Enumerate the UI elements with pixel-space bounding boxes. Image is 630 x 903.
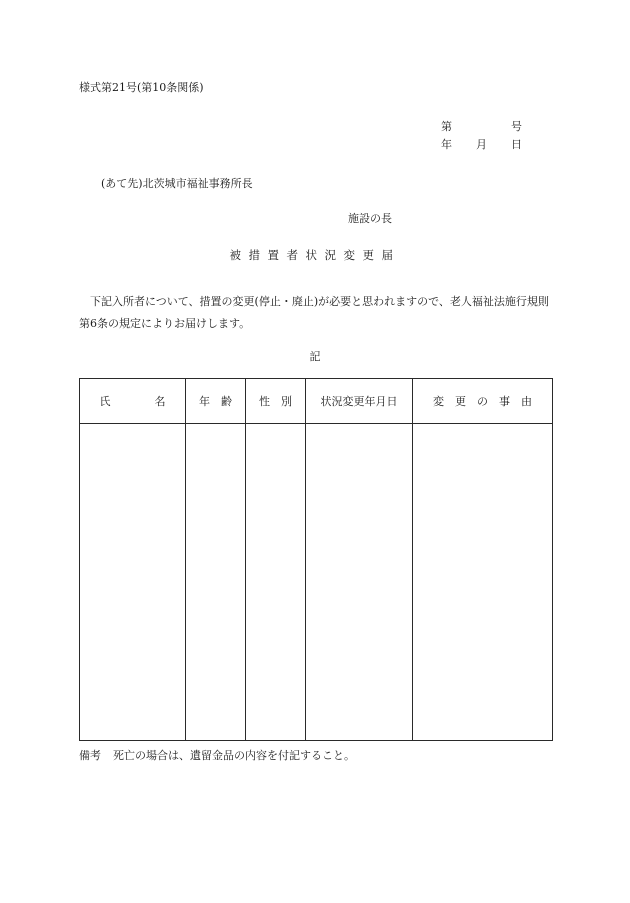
date-day-label: 日: [511, 138, 522, 151]
header-gender: 性 別: [246, 379, 306, 424]
remarks: [79, 750, 355, 761]
header-name: 氏 名: [80, 379, 186, 424]
sender-title: 施設の長: [348, 212, 392, 225]
cell-change-reason-entry[interactable]: [413, 424, 553, 741]
form-number: 様式第21号(第10条関係): [79, 81, 204, 94]
document-number-label: 第: [441, 120, 452, 133]
header-age: 年 齢: [186, 379, 246, 424]
remarks-label: 備考: [79, 749, 101, 762]
cell-name-entry[interactable]: [80, 424, 186, 741]
ki-heading: 記: [309, 350, 321, 363]
table-row: [80, 424, 553, 741]
document-title: 被措置者状況変更届: [229, 248, 401, 262]
body-paragraph: 下記入所者について、措置の変更(停止・廃止)が必要と思われますので、老人福祉法施行規則第6条の規定によりお届けします。: [79, 295, 549, 330]
date-year-label: 年: [441, 138, 452, 151]
table-header-row: [80, 379, 553, 424]
remarks-text: 死亡の場合は、遺留金品の内容を付記すること。: [113, 749, 355, 762]
addressee: (あて先)北茨城市福祉事務所長: [101, 177, 253, 190]
cell-change-date-entry[interactable]: [306, 424, 413, 741]
document-number-suffix: 号: [511, 120, 522, 133]
header-change-reason: 変 更 の 事 由: [413, 379, 553, 424]
cell-age-entry[interactable]: [186, 424, 246, 741]
date-month-label: 月: [476, 138, 487, 151]
cell-gender-entry[interactable]: [246, 424, 306, 741]
resident-status-table: [79, 378, 553, 741]
header-change-date: 状況変更年月日: [306, 379, 413, 424]
